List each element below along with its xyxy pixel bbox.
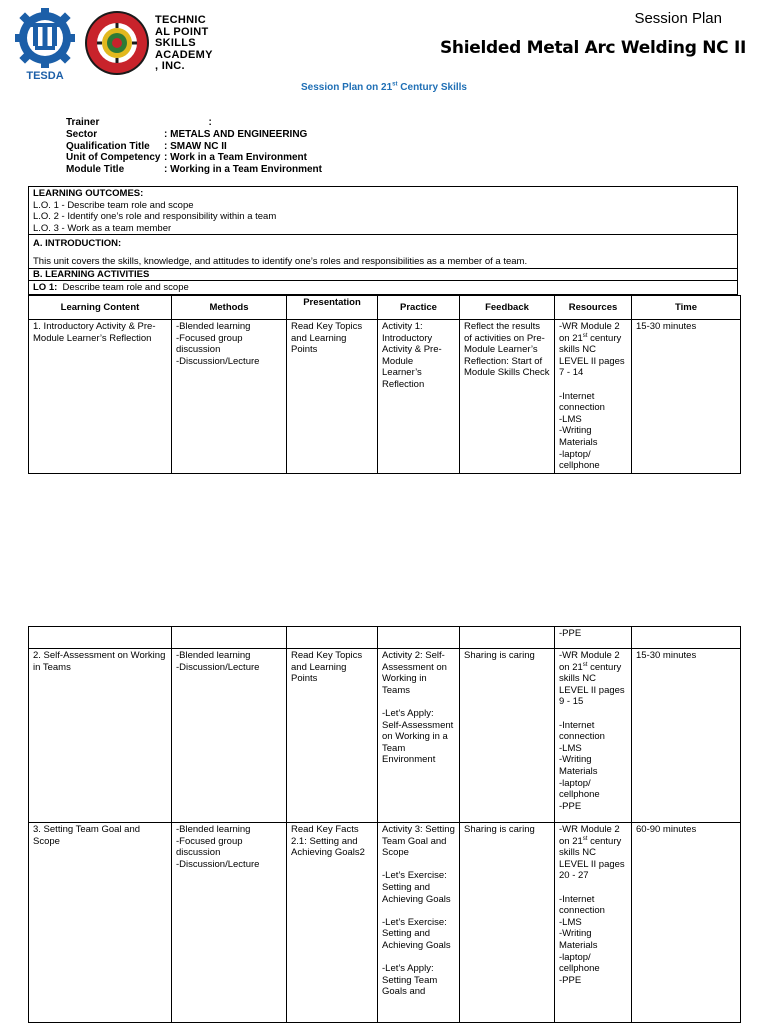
info-row-trainer: Trainer : xyxy=(66,117,212,128)
methods-cell: -Blended learning -Focused group discussion -Discussion/Lecture xyxy=(172,823,287,1023)
learning-activities-title: B. LEARNING ACTIVITIES xyxy=(28,268,738,281)
practice-cell: Activity 3: Setting Team Goal and Scope -Let’s Exercise: Setting and Achieving Goals -Let’s Exercise: Setting and Achieving Goals -Let’s Apply: Setting Team Goals and xyxy=(378,823,460,1023)
academy-logo xyxy=(84,10,150,76)
feedback-cell: Sharing is caring xyxy=(460,649,555,823)
session-info xyxy=(66,117,322,176)
tesda-logo xyxy=(14,8,76,82)
column-header: Practice xyxy=(378,296,460,320)
feedback-cell: Reflect the results of activities on Pre-Module Learner’s Reflection: Start of Module Skills Check xyxy=(460,320,555,474)
column-header: Resources xyxy=(555,296,632,320)
outcome-item: L.O. 1 - Describe team role and scope xyxy=(33,199,194,211)
table-row xyxy=(29,320,741,474)
practice-cell: Activity 2: Self-Assessment on Working in Teams -Let’s Apply: Self-Assessment on Working in a Team Environment xyxy=(378,649,460,823)
resources-cell: -WR Module 2 on 21st century skills NC LEVEL II pages 20 - 27 -Internet connection -LMS -Writing Materials -laptop/ cellphone -PPE xyxy=(555,823,632,1023)
activities-table-continued xyxy=(28,626,741,1023)
table-row xyxy=(29,649,741,823)
feedback-cell: Sharing is caring xyxy=(460,823,555,1023)
table-header-row xyxy=(29,296,741,320)
learning-content-cell: 3. Setting Team Goal and Scope xyxy=(29,823,172,1023)
table-row xyxy=(29,627,741,649)
info-row-sector: Sector : METALS AND ENGINEERING xyxy=(66,128,308,140)
presentation-cell: Read Key Topics and Learning Points xyxy=(287,320,378,474)
time-cell: 15-30 minutes xyxy=(632,320,741,474)
course-title: Shielded Metal Arc Welding NC II xyxy=(439,38,746,58)
presentation-cell: Read Key Facts 2.1: Setting and Achieving Goals2 xyxy=(287,823,378,1023)
column-header: Feedback xyxy=(460,296,555,320)
academy-name-line: TECHNIC xyxy=(155,14,206,26)
academy-name-line: AL POINT xyxy=(155,25,209,38)
column-header: Presentation xyxy=(287,296,378,320)
info-row-unit: Unit of Competency : Work in a Team Environment xyxy=(66,152,307,164)
column-header: Time xyxy=(632,296,741,320)
column-header: Learning Content xyxy=(29,296,172,320)
time-cell: 15-30 minutes xyxy=(632,649,741,823)
introduction-text: This unit covers the skills, knowledge, and attitudes to identify one’s roles and responsibilities as a member of a team. xyxy=(33,256,528,267)
learning-outcomes xyxy=(28,186,738,235)
resources-cell: -PPE xyxy=(555,627,632,649)
learning-outcomes-title: LEARNING OUTCOMES: xyxy=(33,188,144,199)
document-subtitle: Session Plan on 21st Century Skills xyxy=(301,81,467,93)
methods-cell: -Blended learning -Discussion/Lecture xyxy=(172,649,287,823)
introduction-title: A. INTRODUCTION: xyxy=(33,238,122,249)
info-row-qualification: Qualification Title : SMAW NC II xyxy=(66,140,227,152)
presentation-cell: Read Key Topics and Learning Points xyxy=(287,649,378,823)
academy-name-line: ACADEMY xyxy=(155,48,213,61)
time-cell: 60-90 minutes xyxy=(632,823,741,1023)
academy-name-line: , INC. xyxy=(155,60,185,72)
learning-content-cell: 1. Introductory Activity & Pre-Module Learner’s Reflection xyxy=(29,320,172,474)
academy-name-line: SKILLS xyxy=(155,37,196,49)
info-row-module: Module Title : Working in a Team Environment xyxy=(66,164,322,176)
session-plan-label: Session Plan xyxy=(634,10,722,27)
resources-cell: -WR Module 2 on 21st century skills NC LEVEL II pages 9 - 15 -Internet connection -LMS -Writing Materials -laptop/ cellphone -PPE xyxy=(555,649,632,823)
outcome-item: L.O. 3 - Work as a team member xyxy=(33,222,172,234)
learning-content-cell: 2. Self-Assessment on Working in Teams xyxy=(29,649,172,823)
resources-cell: -WR Module 2 on 21st century skills NC LEVEL II pages 7 - 14 -Internet connection -LMS -Writing Materials -laptop/ cellphone xyxy=(555,320,632,474)
methods-cell: -Blended learning -Focused group discussion -Discussion/Lecture xyxy=(172,320,287,474)
svg-text:TESDA: TESDA xyxy=(26,70,64,82)
column-header: Methods xyxy=(172,296,287,320)
academy-name xyxy=(155,15,213,73)
activities-table xyxy=(28,295,741,474)
introduction-section xyxy=(28,234,738,269)
outcome-item: L.O. 2 - Identify one’s role and responsibility within a team xyxy=(33,211,277,223)
practice-cell: Activity 1: Introductory Activity & Pre-Module Learner’s Reflection xyxy=(378,320,460,474)
table-row xyxy=(29,823,741,1023)
lo1-heading: LO 1: Describe team role and scope xyxy=(28,280,738,295)
